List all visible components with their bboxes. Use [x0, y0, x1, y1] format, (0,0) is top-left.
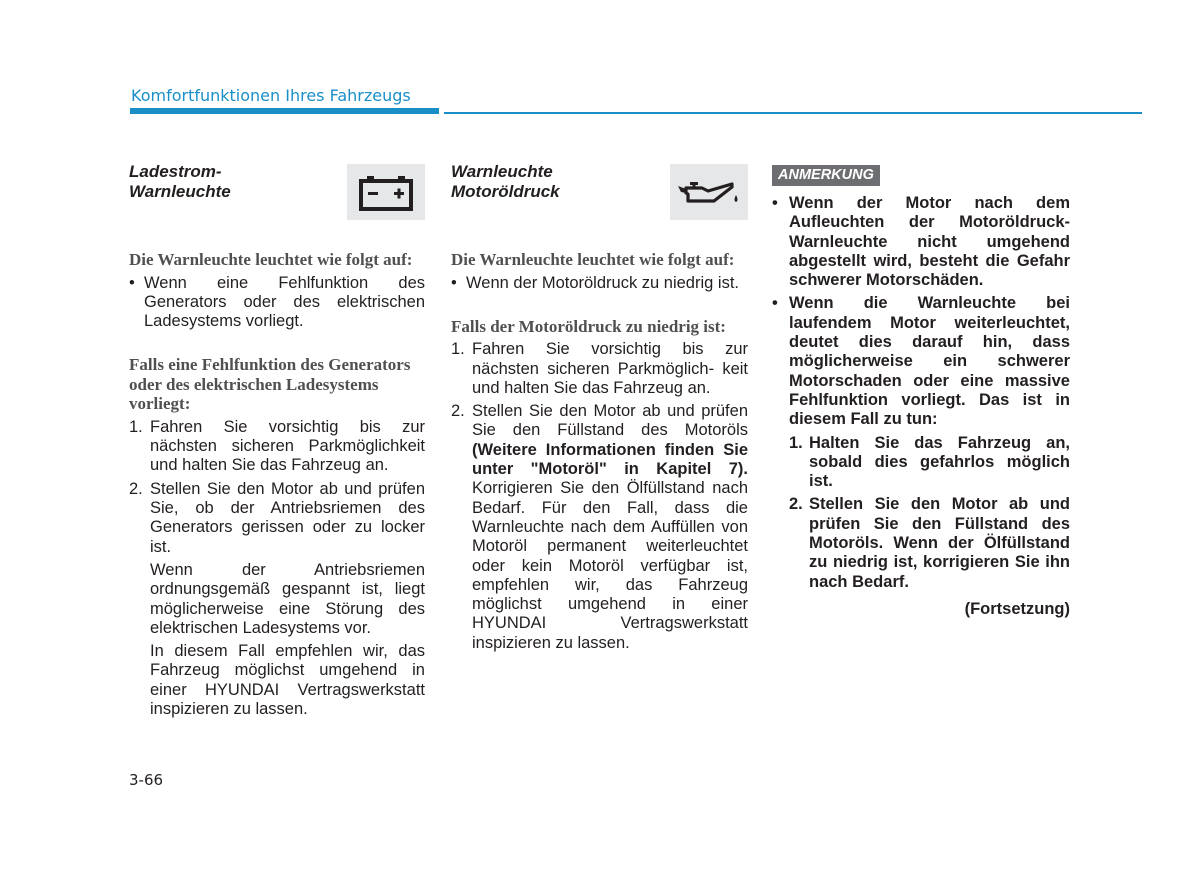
list-item-text: Stellen Sie den Motor ab und prüfen Sie, ob der Antriebsriemen des Generators gerissen oder zu locker ist.: [150, 479, 425, 556]
list-item-text: Wenn der Motor nach dem Aufleuchten der Motoröldruck-Warnleuchte nicht umgehend abgestellt wird, besteht die Gefahr schwerer Motorschäden.: [789, 194, 1070, 290]
title-line: Warnleuchte: [451, 162, 553, 181]
title-line: Warnleuchte: [129, 182, 231, 201]
column-oil-pressure-warning: [451, 160, 748, 657]
body-text: [451, 340, 748, 653]
list-item-text: Fahren Sie vorsichtig bis zur nächsten sicheren Parkmöglich- keit und halten Sie das Fahrzeug an.: [472, 340, 748, 397]
battery-warning-icon: [347, 164, 425, 220]
step-number: 1.: [129, 417, 143, 436]
subheading: Die Warnleuchte leuchtet wie folgt auf:: [129, 250, 413, 269]
header-rule: [444, 112, 1142, 114]
bullet-marker: •: [451, 273, 457, 292]
body-text: [451, 274, 748, 293]
list-item-text: Wenn eine Fehlfunktion des Generators oder des elektrischen Ladesystems vorliegt.: [144, 273, 425, 331]
step-number: 2.: [451, 402, 465, 421]
list-item: [451, 340, 748, 398]
list-item: [129, 480, 425, 557]
list-item-text: [472, 402, 748, 652]
step-number: 2.: [789, 495, 803, 514]
list-item-text: Halten Sie das Fahrzeug an, sobald dies gefahrlos möglich ist.: [809, 433, 1070, 491]
paragraph-text: In diesem Fall empfehlen wir, das Fahrzeug möglichst umgehend in einer HYUNDAI Vertragswerkstatt inspizieren zu lassen.: [150, 642, 425, 719]
header-accent-bar: [130, 108, 439, 114]
paragraph-indented: [129, 561, 425, 638]
note-label: ANMERKUNG: [772, 165, 880, 186]
body-text: [129, 274, 425, 332]
bullet-marker: •: [129, 273, 135, 292]
list-item: [772, 194, 1070, 290]
section-header-title: Komfortfunktionen Ihres Fahrzeugs: [131, 86, 411, 105]
step-number: 1.: [789, 433, 803, 452]
list-item: [789, 434, 1070, 492]
list-item-text: Fahren Sie vorsichtig bis zur nächsten sicheren Parkmöglichkeit und halten Sie das Fahrzeug an.: [150, 417, 425, 475]
subheading: Falls der Motoröldruck zu niedrig ist:: [451, 316, 726, 336]
list-item: [451, 274, 748, 293]
title-row: [129, 160, 425, 222]
list-item-text: Stellen Sie den Motor ab und prüfen Sie den Füllstand des Motoröls. Wenn der Ölfüllstand zu niedrig ist, korrigieren Sie ihn nach Bedarf.: [809, 495, 1070, 591]
list-item: [789, 495, 1070, 591]
paragraph-indented: [129, 642, 425, 719]
list-item-text: Wenn der Motoröldruck zu niedrig ist.: [466, 273, 739, 292]
step-number: 2.: [129, 479, 143, 498]
list-item: [129, 274, 425, 332]
list-item: [129, 418, 425, 476]
title-row: [451, 160, 748, 222]
note-body: [772, 194, 1070, 619]
body-text: [129, 418, 425, 719]
step-number: 1.: [451, 340, 465, 359]
column-charging-warning: [129, 160, 425, 723]
list-item-text-part: Korrigieren Sie den Ölfüllstand nach Bedarf. Für den Fall, dass die Warnleuchte nach dem Auffüllen von Motoröl permanent weiterleuchtet oder kein Motoröl verfügbar ist, empfehlen wir, das Fahrzeug möglichst umgehend in einer HYUNDAI Vertragswerkstatt inspizieren zu lassen.: [472, 479, 748, 652]
reference-text: (Weitere Informationen finden Sie unter "Motoröl" in Kapitel 7).: [472, 440, 748, 479]
subheading: Die Warnleuchte leuchtet wie folgt auf:: [451, 250, 735, 269]
oil-pressure-warning-icon: [670, 164, 748, 220]
paragraph-text: Wenn der Antriebsriemen ordnungsgemäß gespannt ist, liegt möglicherweise eine Störung des elektrischen Ladesystems vor.: [150, 560, 425, 637]
list-item-text-part: Stellen Sie den Motor ab und prüfen Sie den Füllstand des Motoröls: [472, 402, 748, 440]
title-line: Motoröldruck: [451, 182, 560, 201]
subheading: Falls eine Fehlfunktion des Generators oder des elektrischen Ladesystems vorliegt:: [129, 355, 411, 414]
column-note: [772, 160, 1070, 619]
list-item-text: Wenn die Warnleuchte bei laufendem Motor weiterleuchtet, deutet dies darauf hin, dass möglicherweise ein schwerer Motorschaden oder eine massive Fehlfunktion vorliegt. Das ist in diesem Fall zu tun:: [789, 294, 1070, 429]
title-line: Ladestrom-: [129, 162, 222, 181]
page-number: 3-66: [129, 771, 164, 789]
bullet-marker: •: [772, 194, 778, 212]
continued-note: (Fortsetzung): [964, 599, 1070, 618]
list-item: [451, 402, 748, 653]
list-item: [772, 294, 1070, 591]
bullet-marker: •: [772, 294, 778, 313]
